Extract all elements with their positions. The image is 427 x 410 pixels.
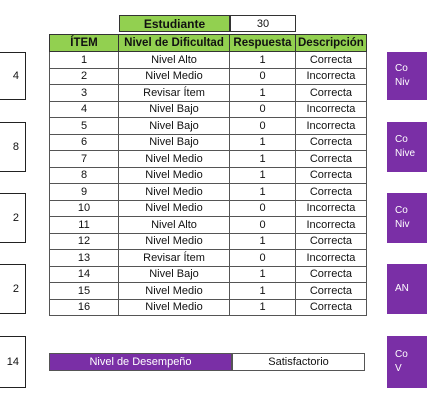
table-row <box>50 184 367 201</box>
difficulty-cell: Nivel Medio <box>119 151 230 168</box>
answer-cell[interactable]: 1 <box>230 233 296 250</box>
description-cell: Correcta <box>296 299 367 316</box>
left-summary-value: 2 <box>12 283 19 295</box>
difficulty-cell: Nivel Bajo <box>119 101 230 118</box>
description-cell: Incorrecta <box>296 68 367 85</box>
table-row <box>50 101 367 118</box>
right-category-line2: V <box>395 363 402 374</box>
table-row <box>50 151 367 168</box>
description-cell: Correcta <box>296 134 367 151</box>
table-row <box>50 68 367 85</box>
answer-cell[interactable]: 0 <box>230 217 296 234</box>
difficulty-cell: Nivel Alto <box>119 217 230 234</box>
description-cell: Correcta <box>296 85 367 102</box>
table-row <box>50 217 367 234</box>
description-cell: Incorrecta <box>296 118 367 135</box>
item-number-cell: 1 <box>50 52 119 69</box>
answer-cell[interactable]: 1 <box>230 299 296 316</box>
left-summary-box <box>0 336 26 388</box>
right-category-line1: Co <box>395 349 408 360</box>
answer-cell[interactable]: 0 <box>230 68 296 85</box>
student-value[interactable]: 30 <box>230 15 296 32</box>
answer-cell[interactable]: 0 <box>230 118 296 135</box>
item-number-cell: 5 <box>50 118 119 135</box>
description-cell: Incorrecta <box>296 250 367 267</box>
answer-cell[interactable]: 1 <box>230 283 296 300</box>
answer-cell[interactable]: 1 <box>230 266 296 283</box>
difficulty-cell: Nivel Medio <box>119 283 230 300</box>
table-row <box>50 85 367 102</box>
right-category-line2: AN <box>395 283 409 294</box>
performance-label: Nivel de Desempeño <box>49 353 232 371</box>
item-number-cell: 13 <box>50 250 119 267</box>
item-number-cell: 7 <box>50 151 119 168</box>
left-summary-box <box>0 122 26 172</box>
description-cell: Incorrecta <box>296 217 367 234</box>
difficulty-cell: Revisar Ítem <box>119 250 230 267</box>
item-number-cell: 3 <box>50 85 119 102</box>
answer-cell[interactable]: 0 <box>230 200 296 217</box>
item-number-cell: 6 <box>50 134 119 151</box>
table-row <box>50 299 367 316</box>
left-summary-box <box>0 264 26 314</box>
column-header-item: ÍTEM <box>50 35 119 52</box>
difficulty-cell: Nivel Alto <box>119 52 230 69</box>
table-row <box>50 52 367 69</box>
answer-cell[interactable]: 1 <box>230 184 296 201</box>
item-number-cell: 2 <box>50 68 119 85</box>
difficulty-cell: Nivel Medio <box>119 233 230 250</box>
right-category-line1: Co <box>395 63 408 74</box>
column-header-answer: Respuesta <box>230 35 296 52</box>
description-cell: Correcta <box>296 233 367 250</box>
right-category-line1: Co <box>395 205 408 216</box>
description-cell: Incorrecta <box>296 200 367 217</box>
right-category-line1: Co <box>395 134 408 145</box>
left-summary-box <box>0 52 26 100</box>
item-number-cell: 14 <box>50 266 119 283</box>
right-category-box <box>387 52 427 100</box>
answer-cell[interactable]: 1 <box>230 52 296 69</box>
item-number-cell: 16 <box>50 299 119 316</box>
table-row <box>50 134 367 151</box>
answer-cell[interactable]: 0 <box>230 250 296 267</box>
answer-cell[interactable]: 0 <box>230 101 296 118</box>
table-row <box>50 283 367 300</box>
table-row <box>50 167 367 184</box>
right-category-box <box>387 122 427 172</box>
results-table <box>49 34 367 316</box>
left-summary-value: 2 <box>12 212 19 224</box>
difficulty-cell: Nivel Medio <box>119 167 230 184</box>
description-cell: Correcta <box>296 52 367 69</box>
right-category-box <box>387 264 427 314</box>
column-header-description: Descripción <box>296 35 367 52</box>
left-summary-value: 4 <box>12 70 19 82</box>
difficulty-cell: Nivel Medio <box>119 200 230 217</box>
item-number-cell: 11 <box>50 217 119 234</box>
table-row <box>50 250 367 267</box>
table-row <box>50 233 367 250</box>
right-category-line2: Niv <box>395 77 410 88</box>
table-row <box>50 200 367 217</box>
right-category-box <box>387 193 427 243</box>
difficulty-cell: Nivel Bajo <box>119 134 230 151</box>
left-summary-value: 14 <box>6 356 19 368</box>
table-row <box>50 266 367 283</box>
item-number-cell: 4 <box>50 101 119 118</box>
right-category-line2: Nive <box>395 148 416 159</box>
answer-cell[interactable]: 1 <box>230 167 296 184</box>
right-category-box <box>387 336 427 388</box>
answer-cell[interactable]: 1 <box>230 85 296 102</box>
difficulty-cell: Nivel Medio <box>119 299 230 316</box>
description-cell: Correcta <box>296 283 367 300</box>
difficulty-cell: Nivel Bajo <box>119 118 230 135</box>
item-number-cell: 12 <box>50 233 119 250</box>
left-summary-box <box>0 193 26 243</box>
item-number-cell: 10 <box>50 200 119 217</box>
item-number-cell: 9 <box>50 184 119 201</box>
table-header-row <box>50 35 367 52</box>
answer-cell[interactable]: 1 <box>230 134 296 151</box>
description-cell: Correcta <box>296 151 367 168</box>
item-number-cell: 8 <box>50 167 119 184</box>
answer-cell[interactable]: 1 <box>230 151 296 168</box>
performance-value[interactable]: Satisfactorio <box>232 353 365 371</box>
description-cell: Correcta <box>296 167 367 184</box>
difficulty-cell: Revisar Ítem <box>119 85 230 102</box>
table-row <box>50 118 367 135</box>
difficulty-cell: Nivel Medio <box>119 184 230 201</box>
description-cell: Correcta <box>296 266 367 283</box>
left-summary-value: 8 <box>12 141 19 153</box>
description-cell: Correcta <box>296 184 367 201</box>
item-number-cell: 15 <box>50 283 119 300</box>
right-category-line2: Niv <box>395 219 410 230</box>
difficulty-cell: Nivel Medio <box>119 68 230 85</box>
description-cell: Incorrecta <box>296 101 367 118</box>
column-header-difficulty: Nivel de Dificultad <box>119 35 230 52</box>
student-label: Estudiante <box>119 15 230 32</box>
difficulty-cell: Nivel Bajo <box>119 266 230 283</box>
